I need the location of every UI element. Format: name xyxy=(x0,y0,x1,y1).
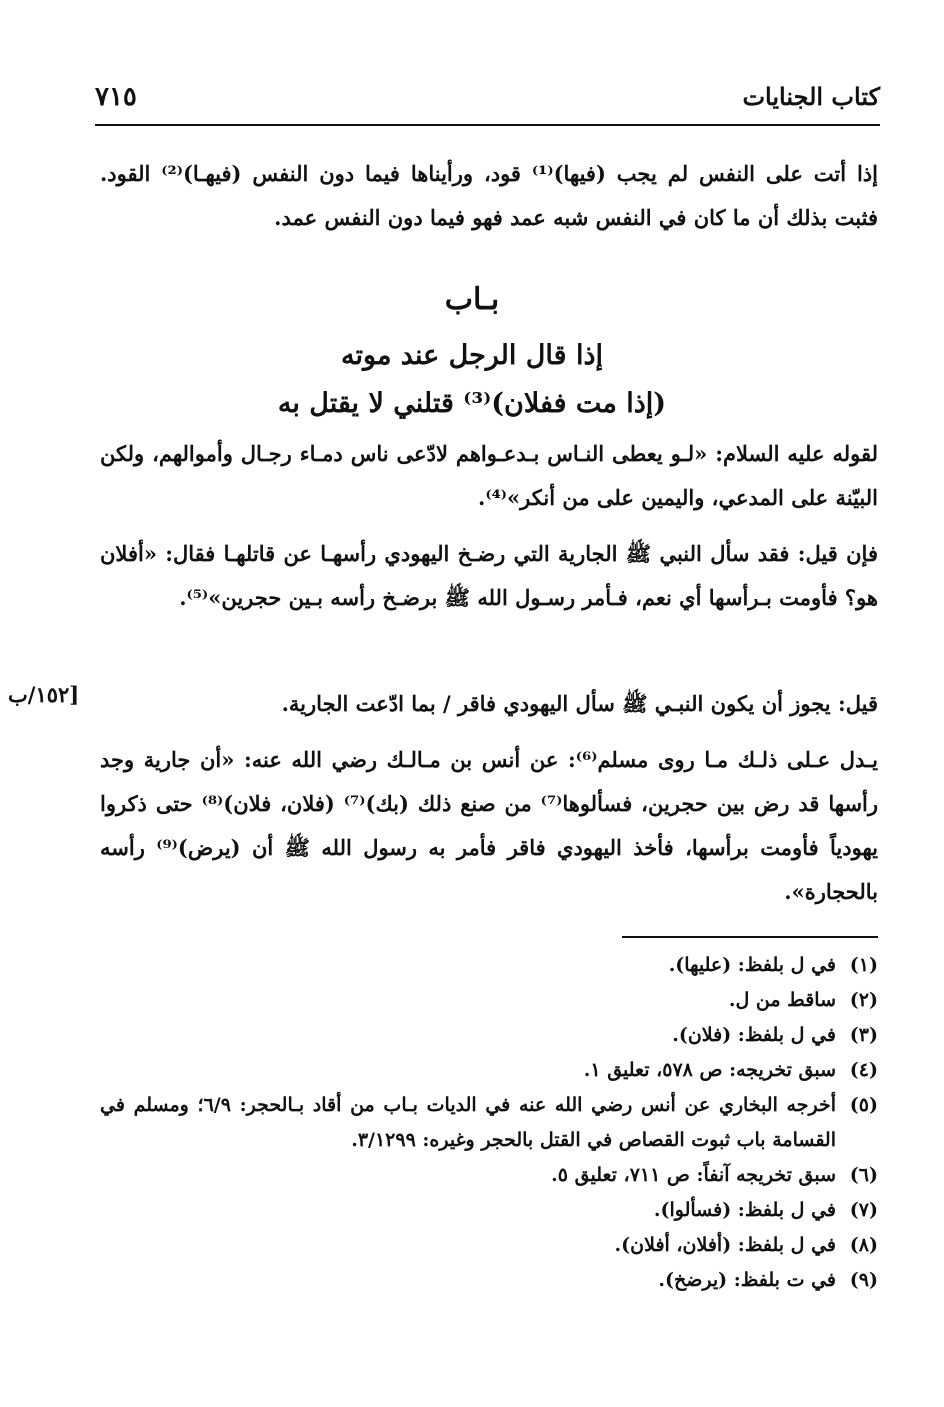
footnote-number: (٩) xyxy=(849,1269,878,1291)
footnote-number: (١) xyxy=(849,954,878,976)
intro-paragraph: إذا أتت على النفس لم يجب (فيها)⁽¹⁾ قود، ورأيناها فيما دون النفس (فيهـا)⁽²⁾ القود. فثبت بذلك أن ما كان في النفس شبه عمد فهو فيما دون النفس عمد. xyxy=(100,161,878,230)
footnote-number: (٨) xyxy=(849,1234,878,1256)
page-number: ٧١٥ xyxy=(95,82,137,112)
running-header xyxy=(95,82,880,122)
footnote-item xyxy=(100,1263,878,1298)
footnote-text: في ل بلفظ: (فلان). xyxy=(672,1024,836,1046)
footnote-text: في ل بلفظ: (عليها). xyxy=(668,954,836,976)
body-paragraph-4: يـدل عـلى ذلـك مـا روى مسلم⁽⁶⁾: عن أنس بن مـالـك رضي الله عنه: «أن جارية وجد رأسها قد رض بين حجرين، فسألوها⁽⁷⁾ من صنع ذلك (بك)⁽⁷⁾ (فلان، فلان)⁽⁸⁾ حتى ذكروا يهودياً فأومت برأسها، فأخذ اليهودي فاقر فأمر به رسول الله ﷺ أن (يرض)⁽⁹⁾ رأسه بالحجارة». xyxy=(100,747,879,904)
body-paragraph-2: فإن قيل: فقد سأل النبي ﷺ الجارية التي رضـخ اليهودي رأسهـا عن قاتلهـا فقال: «أفلان هو؟ فأومت بـرأسها أي نعم، فـأمر رسـول الله ﷺ برضـخ رأسه بـين حجرين»⁽⁵⁾. xyxy=(100,541,878,610)
footnote-number: (٧) xyxy=(849,1199,878,1221)
footnote-number: (٥) xyxy=(849,1094,878,1116)
section-title-line-2: (إذا مت ففلان)⁽³⁾ قتلني لا يقتل به xyxy=(277,388,667,419)
section-label: بـاب xyxy=(444,282,500,317)
footnote-item xyxy=(100,1053,878,1088)
body-paragraph-3: قيل: يجوز أن يكون النبـي ﷺ سأل اليهودي فاقر / بما ادّعت الجارية. xyxy=(281,691,878,716)
footnote-number: (٦) xyxy=(849,1164,878,1186)
footnote-item xyxy=(100,983,878,1018)
chapter-title: كتاب الجنايات xyxy=(742,82,880,111)
footnote-item xyxy=(100,1158,878,1193)
footnotes xyxy=(100,948,878,1298)
footnote-divider xyxy=(622,936,878,938)
footnote-text: سبق تخريجه: ص ٥٧٨، تعليق ١. xyxy=(583,1059,836,1081)
footnote-item xyxy=(100,1018,878,1053)
header-divider xyxy=(95,124,880,126)
footnote-text: في ل بلفظ: (فسألوا). xyxy=(653,1199,836,1221)
footnote-item xyxy=(100,1193,878,1228)
footnote-number: (٤) xyxy=(849,1059,878,1081)
section-title-line-1: إذا قال الرجل عند موته xyxy=(341,340,603,371)
footnote-item xyxy=(100,1228,878,1263)
footnote-text: في ت بلفظ: (يرضخ). xyxy=(658,1269,836,1291)
footnote-text: أخرجه البخاري عن أنس رضي الله عنه في الديات بـاب من أقاد بـالحجر: ٦/٩؛ ومسلم في القسامة باب ثبوت القصاص في القتل بالحجر وغيره: ٣/١٢٩٩. xyxy=(100,1094,836,1151)
footnote-text: ساقط من ل. xyxy=(728,989,836,1011)
footnote-item xyxy=(100,948,878,983)
body-paragraph-1: لقوله عليه السلام: «لـو يعطى النـاس بـدعـواهم لادّعى ناس دمـاء رجـال وأموالهم، ولكن البيّنة على المدعي، واليمين على من أنكر»⁽⁴⁾. xyxy=(100,441,878,510)
footnote-number: (٢) xyxy=(849,989,878,1011)
footnote-item xyxy=(100,1088,878,1158)
footnote-number: (٣) xyxy=(849,1024,878,1046)
footnote-text: في ل بلفظ: (أفلان، أفلان). xyxy=(614,1234,836,1256)
footnote-text: سبق تخريجه آنفاً: ص ٧١١، تعليق ٥. xyxy=(551,1164,836,1186)
manuscript-folio-reference: [١٥٢/ب xyxy=(8,682,80,707)
